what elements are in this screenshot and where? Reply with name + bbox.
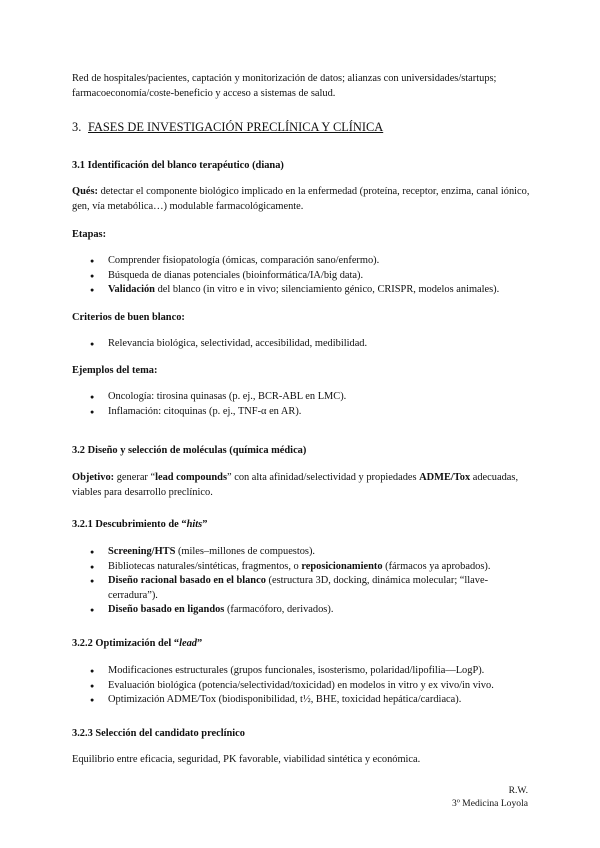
list-item: ● Screening/HTS (miles–millones de compuestos).: [72, 545, 534, 560]
list-item: ● Inflamación: citoquinas (p. ej., TNF-α en AR).: [72, 405, 534, 420]
que-label: Qués:: [72, 186, 98, 197]
footer-initials: R.W.: [508, 785, 528, 796]
heading-3-2-2: 3.2.2 Optimización del “lead”: [72, 638, 203, 649]
list-item: ● Bibliotecas naturales/sintéticas, fragmentos, o reposicionamiento (fármacos ya aprobados).: [72, 560, 534, 575]
heading-3-2: 3.2 Diseño y selección de moléculas (química médica): [72, 445, 307, 456]
candidato-paragraph: Equilibrio entre eficacia, seguridad, PK favorable, viabilidad sintética y económica.: [72, 754, 421, 765]
list-item: ● Relevancia biológica, selectividad, accesibilidad, medibilidad.: [72, 337, 534, 352]
heading-3-2-3: 3.2.3 Selección del candidato preclínico: [72, 728, 245, 739]
ejemplos-label: Ejemplos del tema:: [72, 365, 158, 376]
heading-3-1: 3.1 Identificación del blanco terapéutico (diana): [72, 160, 284, 171]
list-item: ● Evaluación biológica (potencia/selectividad/toxicidad) en modelos in vitro y ex vivo/in vivo.: [72, 679, 534, 694]
hits-list: [72, 545, 534, 618]
criterios-label: Criterios de buen blanco:: [72, 312, 185, 323]
section-heading: [72, 120, 534, 135]
intro-paragraph: Red de hospitales/pacientes, captación y monitorización de datos; alianzas con universidades/startups; farmacoeconomía/coste-beneficio y acceso a sistemas de salud.: [72, 73, 497, 99]
heading-3-2-1: 3.2.1 Descubrimiento de “hits”: [72, 519, 208, 530]
list-item: ● Optimización ADME/Tox (biodisponibilidad, t½, BHE, toxicidad hepática/cardiaca).: [72, 693, 534, 708]
list-item: ● Validación del blanco (in vitro e in vivo; silenciamiento génico, CRISPR, modelos animales).: [72, 283, 534, 298]
list-item: ● Comprender fisiopatología (ómicas, comparación sano/enfermo).: [72, 254, 534, 269]
section-title: FASES DE INVESTIGACIÓN PRECLÍNICA Y CLÍNICA: [88, 120, 384, 134]
etapas-list: [72, 254, 534, 298]
que-paragraph: [72, 185, 534, 214]
ejemplos-list: [72, 390, 534, 419]
objetivo-paragraph: Objetivo: generar “lead compounds” con alta afinidad/selectividad y propiedades ADME/Tox adecuadas, viables para desarrollo preclínico.: [72, 472, 519, 498]
list-item: ● Búsqueda de dianas potenciales (bioinformática/IA/big data).: [72, 269, 534, 284]
list-item: ● Diseño basado en ligandos (farmacóforo, derivados).: [72, 603, 534, 618]
list-item: ● Modificaciones estructurales (grupos funcionales, isosterismo, polaridad/lipofilia—LogP).: [72, 664, 534, 679]
list-item: ● Oncología: tirosina quinasas (p. ej., BCR-ABL en LMC).: [72, 390, 534, 405]
section-number: 3.: [72, 120, 82, 134]
criterios-list: [72, 337, 534, 352]
lead-list: [72, 664, 534, 708]
list-item: ● Diseño racional basado en el blanco (estructura 3D, docking, dinámica molecular; “llave-cerradura”).: [72, 574, 534, 603]
page-footer: [452, 784, 528, 810]
que-text: detectar el componente biológico implicado en la enfermedad (proteína, receptor, enzima, canal iónico, gen, vía metabólica…) modulable farmacológicamente.: [72, 186, 530, 212]
etapas-label: Etapas:: [72, 229, 107, 240]
footer-course: 3º Medicina Loyola: [452, 798, 528, 809]
